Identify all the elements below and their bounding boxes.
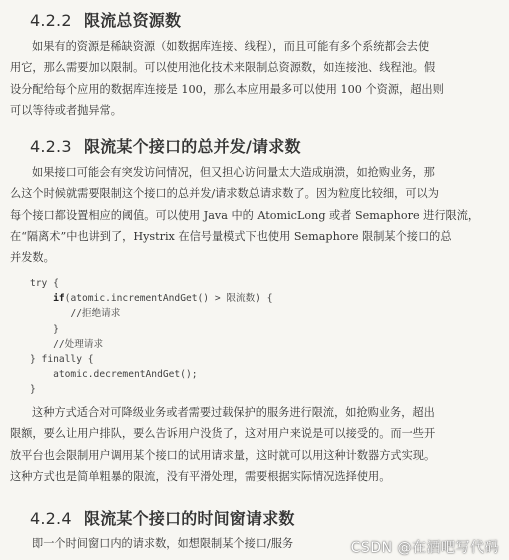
text-line: 这种方式适合对可降级业务或者需要过载保护的服务进行限流，如抢购业务，超出	[32, 406, 435, 419]
text-line: 放平台也会限制用户调用某个接口的试用请求量，这时就可以用这种计数器方式实现。	[10, 448, 436, 462]
section-number: 4.2.4	[30, 509, 72, 528]
paragraph-total-resources	[10, 36, 502, 121]
code-text: }	[53, 323, 59, 335]
code-text: (atomic.incrementAndGet() > 限流数) {	[64, 293, 273, 305]
code-line	[30, 306, 470, 321]
section-heading-4-2-2	[30, 8, 181, 31]
code-text: atomic.decrementAndGet();	[53, 369, 198, 381]
code-line	[30, 291, 470, 306]
code-block	[30, 276, 470, 398]
code-line	[30, 352, 470, 367]
section-title: 限流某个接口的总并发/请求数	[84, 137, 301, 156]
code-text: } finally {	[30, 354, 94, 366]
text-line: 在“隔离术”中也讲到了，Hystrix 在信号量模式下也使用 Semaphore 限制某个接口的总	[10, 229, 452, 243]
code-comment: //拒绝请求	[70, 308, 121, 320]
section-title: 限流某个接口的时间窗请求数	[84, 509, 295, 528]
code-line	[30, 337, 470, 352]
code-keyword: if	[53, 293, 65, 305]
text-line: 如果接口可能会有突发访问情况，但又担心访问量太大造成崩溃，如抢购业务，那	[32, 166, 435, 179]
section-number: 4.2.3	[30, 137, 72, 156]
code-comment: //处理请求	[53, 338, 104, 350]
code-line	[30, 382, 470, 397]
code-line	[30, 322, 470, 337]
text-line: 这种方式也是简单粗暴的限流，没有平滑处理，需要根据实际情况选择使用。	[10, 469, 391, 483]
text-line: 么这个时候就需要限制这个接口的总并发/请求数总请求数了。因为粒度比较细，可以为	[10, 187, 439, 201]
text-line: 即一个时间窗口内的请求数，如想限制某个接口/服务	[32, 537, 294, 550]
code-text: try {	[30, 278, 59, 289]
section-number: 4.2.2	[30, 11, 72, 30]
paragraph-use-cases	[10, 402, 502, 487]
csdn-watermark: CSDN @在酒吧写代码	[350, 540, 499, 556]
text-line: 限额，要么让用户排队，要么告诉用户没货了，这对用户来说是可以接受的。而一些开	[10, 427, 436, 441]
section-heading-4-2-4	[30, 506, 295, 529]
section-title: 限流总资源数	[84, 11, 182, 30]
text-line: 可以等待或者抛异常。	[10, 103, 122, 117]
section-heading-4-2-3	[30, 134, 301, 157]
text-line: 用它，那么需要加以限制。可以使用池化技术来限制总资源数，如连接池、线程池。假	[10, 61, 436, 75]
text-line: 并发数。	[10, 251, 55, 265]
code-text: }	[30, 384, 36, 396]
paragraph-interface-concurrency	[10, 162, 502, 268]
text-line: 如果有的资源是稀缺资源（如数据库连接、线程），而且可能有多个系统都会去使	[32, 40, 430, 53]
code-line	[30, 367, 470, 382]
code-line	[30, 276, 470, 291]
text-line: 每个接口都设置相应的阈值。可以使用 Java 中的 AtomicLong 或者 Semaphore 进行限流，	[10, 208, 480, 222]
text-line: 设分配给每个应用的数据库连接是 100，那么本应用最多可以使用 100 个资源，超出则	[10, 82, 444, 96]
